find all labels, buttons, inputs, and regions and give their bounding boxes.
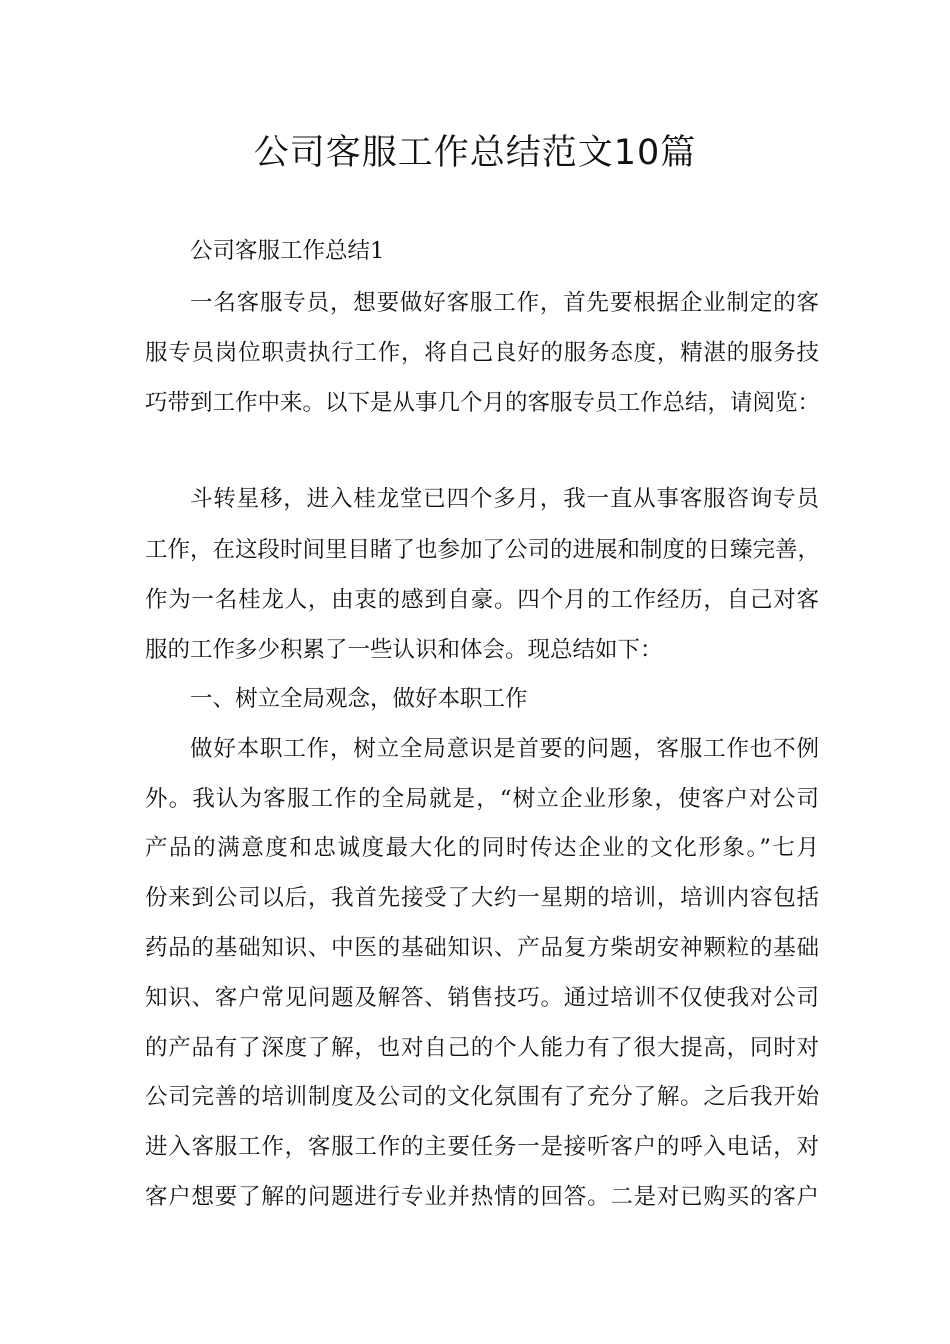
paragraph-line: 做好本职工作，树立全局意识是首要的问题，客服工作也不例: [190, 736, 819, 762]
paragraph-line: 产品的满意度和忠诚度最大化的同时传达企业的文化形象。”七月: [145, 835, 819, 861]
paragraph-line: 工作，在这段时间里目睹了也参加了公司的进展和制度的日臻完善，: [145, 537, 821, 563]
paragraph-line: 客户想要了解的问题进行专业并热情的回答。二是对已购买的客户: [145, 1184, 819, 1210]
subheading: 一、树立全局观念，做好本职工作: [190, 686, 528, 712]
paragraph-line: 公司完善的培训制度及公司的文化氛围有了充分了解。之后我开始: [145, 1084, 819, 1110]
section-heading: 公司客服工作总结1: [190, 238, 385, 264]
paragraph-line: 作为一名桂龙人，由衷的感到自豪。四个月的工作经历，自己对客: [145, 587, 819, 613]
paragraph-line: 药品的基础知识、中医的基础知识、产品复方柴胡安神颗粒的基础: [145, 935, 819, 961]
paragraph-line: 服的工作多少积累了一些认识和体会。现总结如下：: [145, 637, 663, 663]
paragraph-line: 知识、客户常见问题及解答、销售技巧。通过培训不仅使我对公司: [145, 985, 819, 1011]
paragraph-line: 进入客服工作，客服工作的主要任务一是接听客户的呼入电话，对: [145, 1134, 819, 1160]
paragraph-line: 服专员岗位职责执行工作，将自己良好的服务态度，精湛的服务技: [145, 340, 819, 366]
paragraph-line: 斗转星移，进入桂龙堂已四个多月，我一直从事客服咨询专员: [190, 486, 819, 512]
document-title: 公司客服工作总结范文10篇: [253, 133, 697, 173]
paragraph-line: 一名客服专员，想要做好客服工作，首先要根据企业制定的客: [190, 290, 819, 316]
paragraph-line: 份来到公司以后，我首先接受了大约一星期的培训，培训内容包括: [145, 885, 819, 911]
paragraph-line: 外。我认为客服工作的全局就是，“树立企业形象，使客户对公司: [145, 786, 819, 812]
paragraph-line: 的产品有了深度了解，也对自己的个人能力有了很大提高，同时对: [145, 1035, 819, 1061]
paragraph-line: 巧带到工作中来。以下是从事几个月的客服专员工作总结，请阅览：: [145, 390, 821, 416]
